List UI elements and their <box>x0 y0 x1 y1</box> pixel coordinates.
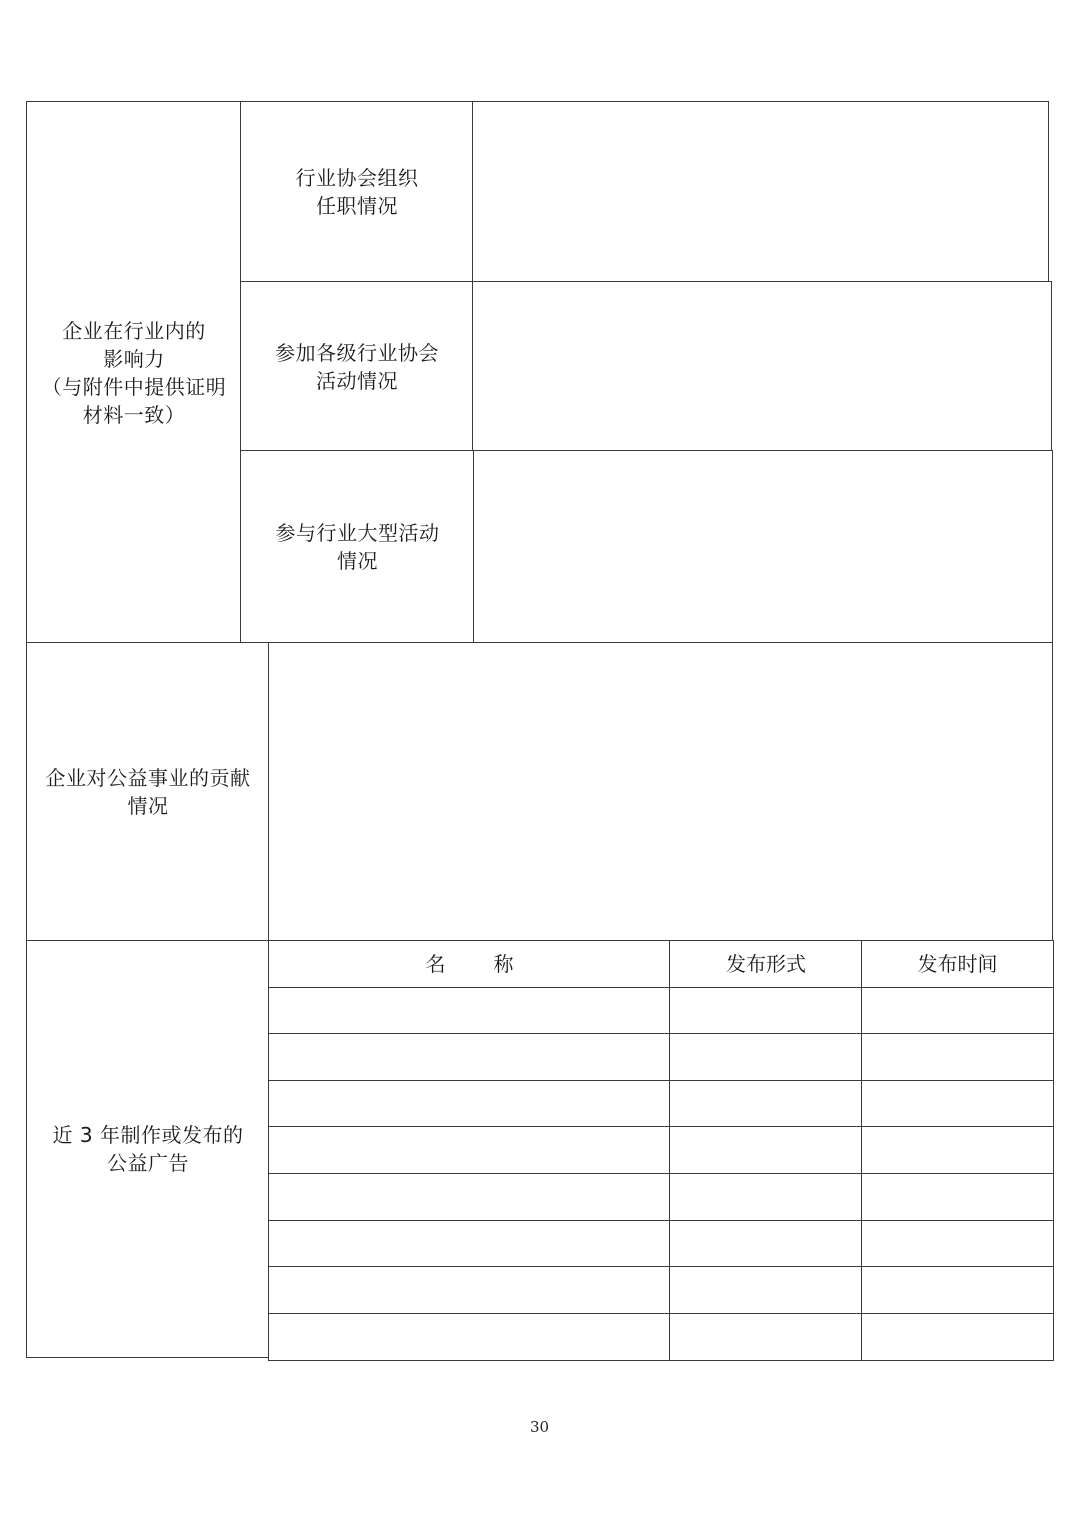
ads-row-5-time-cell[interactable] <box>861 1173 1054 1221</box>
ads-row-2-name-cell[interactable] <box>268 1033 671 1081</box>
association-position-label-cell <box>240 101 474 283</box>
ads-row-4-form-cell[interactable] <box>669 1126 863 1174</box>
ads-row-4-name-cell[interactable] <box>268 1126 671 1174</box>
ads-row-3-name-cell[interactable] <box>268 1080 671 1128</box>
ads-row-4-time-cell[interactable] <box>861 1126 1054 1174</box>
ads-header-time-label: 发布时间 <box>917 952 998 977</box>
influence-label-cell <box>26 101 242 644</box>
ads-row-7-name-cell[interactable] <box>268 1266 671 1314</box>
association-position-label: 行业协会组织 任职情况 <box>295 166 419 218</box>
ads-row-7-form-cell[interactable] <box>669 1266 863 1314</box>
ads-row-1-form-cell[interactable] <box>669 987 863 1035</box>
ads-header-name-label: 名称 <box>425 952 562 977</box>
large-event-field[interactable] <box>473 450 1053 644</box>
ads-row-3-form-cell[interactable] <box>669 1080 863 1128</box>
public-welfare-label: 企业对公益事业的贡献 情况 <box>45 766 251 818</box>
ads-row-6-name-cell[interactable] <box>268 1220 671 1268</box>
ads-row-5-form-cell[interactable] <box>669 1173 863 1221</box>
large-event-label-cell <box>240 450 475 644</box>
influence-label: 企业在行业内的 影响力 （与附件中提供证明 材料一致） <box>41 318 227 427</box>
ads-row-8-form-cell[interactable] <box>669 1313 863 1361</box>
large-event-label: 参与行业大型活动 情况 <box>275 521 440 573</box>
ads-header-time <box>861 940 1054 988</box>
association-activity-field[interactable] <box>472 281 1052 452</box>
ads-row-8-time-cell[interactable] <box>861 1313 1054 1361</box>
association-activity-label: 参加各级行业协会 活动情况 <box>275 340 439 393</box>
public-ads-label: 近 3 年制作或发布的 公益广告 <box>52 1123 244 1175</box>
ads-row-7-time-cell[interactable] <box>861 1266 1054 1314</box>
ads-row-1-name-cell[interactable] <box>268 987 671 1035</box>
public-welfare-field[interactable] <box>268 642 1053 942</box>
ads-row-1-time-cell[interactable] <box>861 987 1054 1035</box>
association-activity-label-cell <box>240 281 474 452</box>
ads-header-form-label: 发布形式 <box>726 952 806 977</box>
association-position-field[interactable] <box>472 101 1049 283</box>
ads-header-form <box>669 940 863 988</box>
ads-row-2-time-cell[interactable] <box>861 1033 1054 1081</box>
public-welfare-label-cell <box>26 642 270 942</box>
ads-header-name <box>268 940 671 988</box>
ads-row-3-time-cell[interactable] <box>861 1080 1054 1128</box>
ads-row-2-form-cell[interactable] <box>669 1033 863 1081</box>
ads-row-6-form-cell[interactable] <box>669 1220 863 1268</box>
public-ads-label-cell <box>26 940 270 1358</box>
ads-row-5-name-cell[interactable] <box>268 1173 671 1221</box>
ads-row-6-time-cell[interactable] <box>861 1220 1054 1268</box>
page-number: 30 <box>529 1418 550 1436</box>
ads-row-8-name-cell[interactable] <box>268 1313 671 1361</box>
